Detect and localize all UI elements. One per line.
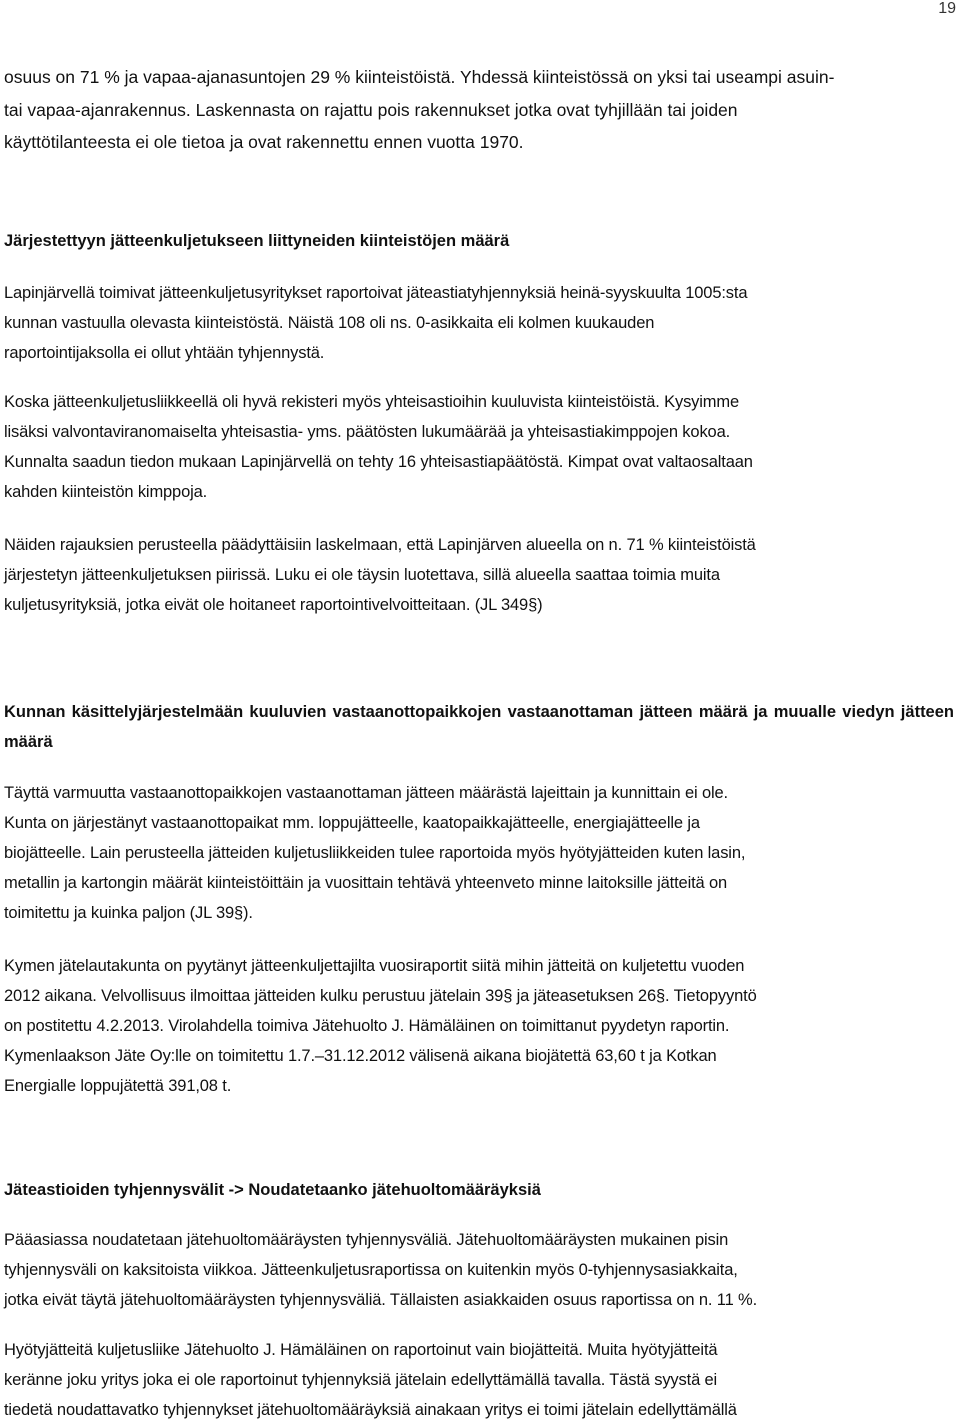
text-line: Kunnalta saadun tiedon mukaan Lapinjärvellä on tehty 16 yhteisastiapäätöstä. Kimpat ovat valtaosaltaan (4, 453, 753, 471)
text-line: kahden kiinteistön kimppoja. (4, 483, 208, 501)
text-line: Kymenlaakson Jäte Oy:lle on toimitettu 1.7.–31.12.2012 välisenä aikana biojätettä 63,60 t ja Kotkan (4, 1047, 717, 1065)
text-line: tiedetä noudattavatko tyhjennykset jätehuoltomääräyksiä ainakaan yritys ei toimi jätelain edellyttämällä (4, 1401, 737, 1419)
text-line: Hyötyjätteitä kuljetusliike Jätehuolto J. Hämäläinen on raportoinut vain biojätteitä. Muita hyötyjätteitä (4, 1341, 718, 1359)
text-line: osuus on 71 % ja vapaa-ajanasuntojen 29 % kiinteistöistä. Yhdessä kiinteistössä on yksi tai useampi asuin- (4, 67, 835, 87)
paragraph (4, 387, 950, 507)
text-line: tyhjennysväli on kaksitoista viikkoa. Jätteenkuljetusraportissa on kuitenkin myös 0-tyhjennysasiakkaita, (4, 1261, 738, 1279)
paragraph (4, 278, 950, 368)
text-line: kuljetusyrityksiä, jotka eivät ole hoitaneet raportointivelvoitteitaan. (JL 349§) (4, 596, 543, 614)
text-line: toimitettu ja kuinka paljon (JL 39§). (4, 904, 253, 922)
text-line: raportointijaksolla ei ollut yhtään tyhjennystä. (4, 344, 325, 362)
text-line: lisäksi valvontaviranomaiselta yhteisastia- yms. päätösten lukumäärää ja yhteisastiakimppojen kokoa. (4, 423, 731, 441)
text-line: on postitettu 4.2.2013. Virolahdella toimiva Jätehuolto J. Hämäläinen on toimittanut pyydetyn raportin. (4, 1017, 730, 1035)
paragraph (4, 1335, 950, 1425)
text-line: biojätteelle. Lain perusteella jätteiden kuljetusliikkeiden tulee raportoida myös hyötyjätteiden kuten lasin, (4, 844, 746, 862)
paragraph (4, 778, 950, 928)
text-line: tai vapaa-ajanrakennus. Laskennasta on rajattu pois rakennukset jotka ovat tyhjillään tai joiden (4, 99, 738, 120)
paragraph (4, 530, 950, 620)
paragraph (4, 1225, 950, 1315)
text-line: 2012 aikana. Velvollisuus ilmoittaa jätteiden kulku perustuu jätelain 39§ ja jäteasetuksen 26§. Tietopyyntö (4, 987, 757, 1005)
paragraph (4, 951, 950, 1101)
text-line: Kunta on järjestänyt vastaanottopaikat mm. loppujätteelle, kaatopaikkajätteelle, energiajätteelle ja (4, 814, 700, 832)
text-line: jotka eivät täytä jätehuoltomääräysten tyhjennysväliä. Tällaisten asiakkaiden osuus raportissa on n. 11 %. (4, 1291, 758, 1309)
text-line: Kymen jätelautakunta on pyytänyt jätteenkuljettajilta vuosiraportit siitä mihin jätteitä on kuljetettu vuoden (4, 957, 745, 975)
text-line: Pääasiassa noudatetaan jätehuoltomääräysten tyhjennysväliä. Jätehuoltomääräysten mukainen pisin (4, 1231, 729, 1249)
section-heading-tyhjennysvalit: Jäteastioiden tyhjennysvälit -> Noudatetaanko jätehuoltomääräyksiä (4, 1181, 541, 1199)
text-line: Täyttä varmuutta vastaanottopaikkojen vastaanottaman jätteen määrästä lajeittain ja kunnittain ei ole. (4, 784, 728, 802)
text-line: järjestetyn jätteenkuljetuksen piirissä. Luku ei ole täysin luotettava, sillä alueella saattaa toimia muita (4, 566, 720, 584)
text-line: metallin ja kartongin määrät kiinteistöittäin ja vuosittain tehtävä yhteenveto minne laitoksille jätteitä on (4, 874, 728, 892)
text-line: Näiden rajauksien perusteella päädyttäisiin laskelmaan, että Lapinjärven alueella on n. 71 % kiinteistöistä (4, 536, 756, 554)
text-line: kunnan vastuulla olevasta kiinteistöstä. Näistä 108 oli ns. 0-asikkaita eli kolmen kuukauden (4, 314, 655, 332)
section-heading-vastaanottopaikat: Kunnan käsittelyjärjestelmään kuuluvien vastaanottopaikkojen vastaanottaman jätteen määrä ja muualle viedyn jätteen määrä (4, 703, 954, 751)
text-line: käyttötilanteesta ei ole tietoa ja ovat rakennettu ennen vuotta 1970. (4, 132, 524, 152)
text-line: Energialle loppujätettä 391,08 t. (4, 1077, 232, 1095)
intro-paragraph (4, 61, 950, 159)
section-heading-kiinteistojen-maara: Järjestettyyn jätteenkuljetukseen liittyneiden kiinteistöjen määrä (4, 232, 510, 250)
page-number: 19 (938, 0, 956, 17)
text-line: Koska jätteenkuljetusliikkeellä oli hyvä rekisteri myös yhteisastioihin kuuluvista kiinteistöistä. Kysyimme (4, 393, 740, 411)
text-line: Lapinjärvellä toimivat jätteenkuljetusyritykset raportoivat jäteastiatyhjennyksiä heinä-syyskuulta 1005:sta (4, 284, 748, 302)
text-line: keränne joku yritys joka ei ole raportoinut tyhjennyksiä jätelain edellyttämällä tavalla. Tästä syystä ei (4, 1371, 718, 1389)
